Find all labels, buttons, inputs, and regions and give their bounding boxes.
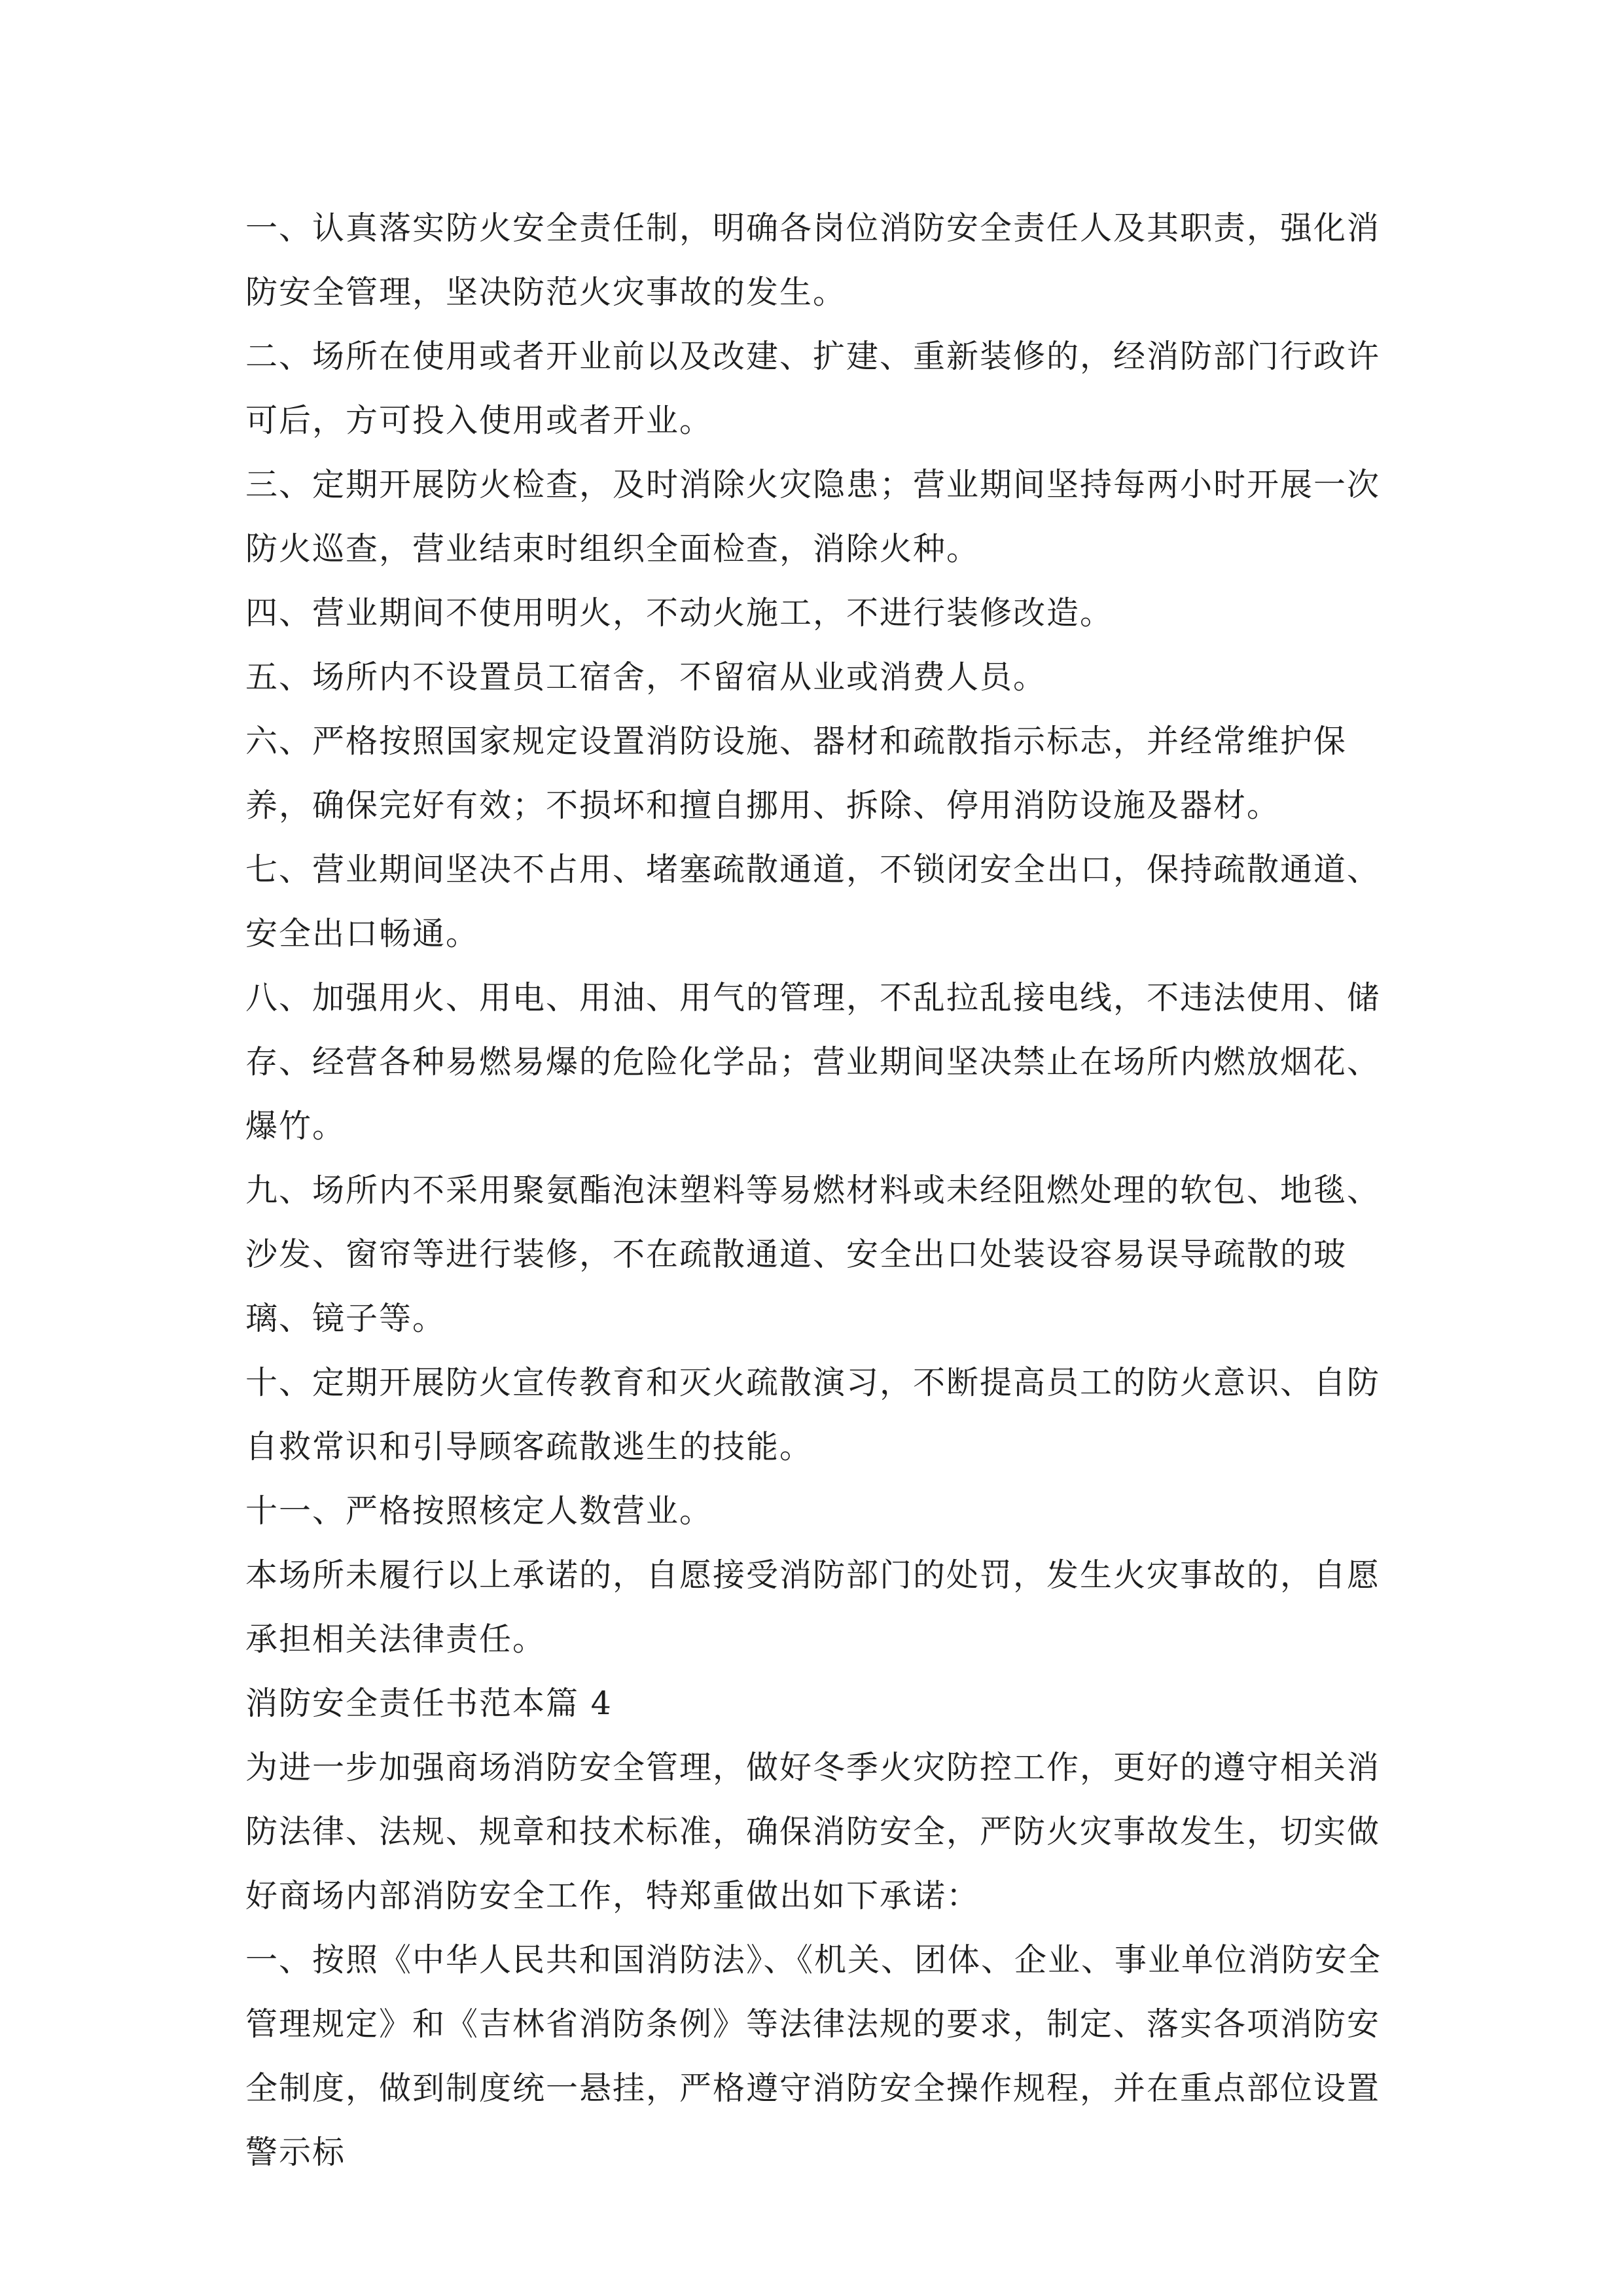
paragraph-11: 十一、严格按照核定人数营业。: [245, 1492, 713, 1530]
section-heading: 消防安全责任书范本篇 4: [245, 1685, 613, 1722]
paragraph-8: 八、加强用火、用电、用油、用气的管理，不乱拉乱接电线，不违法使用、储存、经营各种易燃易爆的危险化学品；营业期间坚决禁止在场所内燃放烟花、爆竹。: [245, 979, 1381, 1145]
paragraph-2: 二、场所在使用或者开业前以及改建、扩建、重新装修的，经消防部门行政许可后，方可投入使用或者开业。: [245, 338, 1381, 439]
paragraph-14: 为进一步加强商场消防安全管理，做好冬季火灾防控工作，更好的遵守相关消防法律、法规、规章和技术标准，确保消防安全，严防火灾事故发生，切实做好商场内部消防安全工作，特郑重做出如下承诺：: [245, 1749, 1381, 1914]
paragraph-1: 一、认真落实防火安全责任制，明确各岗位消防安全责任人及其职责，强化消防安全管理，坚决防范火灾事故的发生。: [245, 209, 1381, 311]
paragraph-5: 五、场所内不设置员工宿舍，不留宿从业或消费人员。: [245, 658, 1047, 696]
paragraph-9: 九、场所内不采用聚氨酯泡沫塑料等易燃材料或未经阻燃处理的软包、地毯、沙发、窗帘等进行装修，不在疏散通道、安全出口处装设容易误导疏散的玻璃、镜子等。: [245, 1172, 1381, 1337]
paragraph-15: 一、按照《中华人民共和国消防法》、《机关、团体、企业、事业单位消防安全管理规定》和《吉林省消防条例》等法律法规的要求，制定、落实各项消防安全制度，做到制度统一悬挂，严格遵守消防安全操作规程，并在重点部位设置警示标: [245, 1941, 1382, 2171]
paragraph-4: 四、营业期间不使用明火，不动火施工，不进行装修改造。: [245, 594, 1114, 632]
document-body: [245, 196, 1397, 2185]
paragraph-7: 七、营业期间坚决不占用、堵塞疏散通道，不锁闭安全出口，保持疏散通道、安全出口畅通。: [245, 851, 1381, 952]
paragraph-3: 三、定期开展防火检查，及时消除火灾隐患；营业期间坚持每两小时开展一次防火巡查，营业结束时组织全面检查，消除火种。: [245, 466, 1381, 567]
paragraph-12: 本场所未履行以上承诺的，自愿接受消防部门的处罚，发生火灾事故的，自愿承担相关法律责任。: [245, 1556, 1381, 1658]
paragraph-6: 六、严格按照国家规定设置消防设施、器材和疏散指示标志，并经常维护保养，确保完好有效；不损坏和擅自挪用、拆除、停用消防设施及器材。: [245, 723, 1347, 824]
paragraph-10: 十、定期开展防火宣传教育和灭火疏散演习，不断提高员工的防火意识、自防自救常识和引导顾客疏散逃生的技能。: [245, 1364, 1381, 1465]
